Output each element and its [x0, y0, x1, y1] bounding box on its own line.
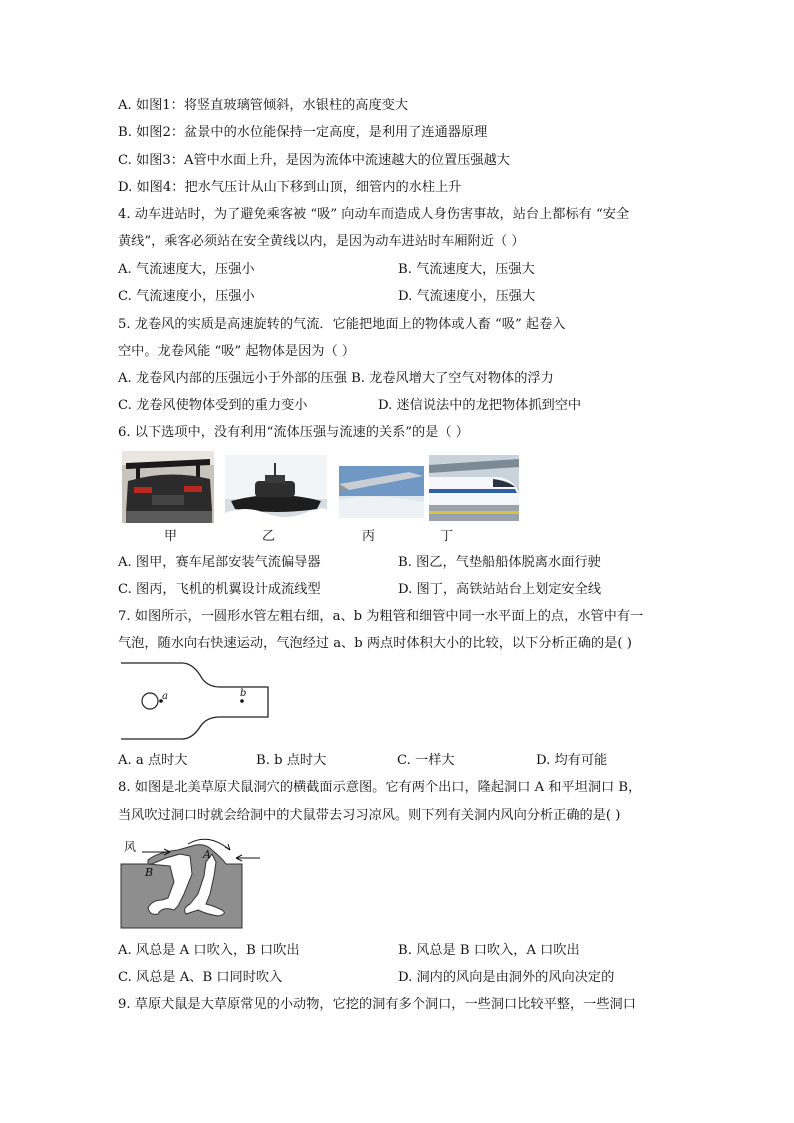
q3-option-b: B. 如图2：盆景中的水位能保持一定高度，是利用了连通器原理 — [118, 125, 488, 140]
q4-option-d: D. 气流速度小，压强大 — [398, 289, 536, 304]
water-pipe-diagram — [120, 661, 272, 741]
q4-option-b: B. 气流速度大，压强大 — [398, 262, 535, 277]
q3-option-c: C. 如图3：A管中水面上升，是因为流体中流速越大的位置压强越大 — [118, 153, 510, 168]
q7-stem-line1: 7. 如图所示，一圆形水管左粗右细，a、b 为粗管和细管中同一水平面上的点，水管中有一 — [118, 609, 644, 624]
q4-stem-line1: 4. 动车进站时，为了避免乘客被 “吸” 向动车而造成人身伤害事故，站台上都标有 “安全 — [118, 207, 630, 222]
high-speed-train-photo — [429, 455, 519, 521]
q5-option-c: C. 龙卷风使物体受到的重力变小 — [118, 398, 308, 413]
hovercraft-photo — [225, 455, 327, 521]
q4-stem-line2: 黄线”，乘客必须站在安全黄线以内，是因为动车进站时车厢附近（ ） — [118, 234, 525, 249]
q7-option-c: C. 一样大 — [397, 753, 455, 768]
q7-option-a: A. a 点时大 — [118, 753, 188, 768]
q8-option-b: B. 风总是 B 口吹入，A 口吹出 — [398, 943, 580, 958]
point-a-label: a — [162, 691, 168, 702]
q7-stem-line2: 气泡，随水向右快速运动，气泡经过 a、b 两点时体积大小的比较，以下分析正确的是( ) — [118, 636, 632, 651]
q9-stem-line1: 9. 草原犬鼠是大草原常见的小动物，它挖的洞有多个洞口，一些洞口比较平整，一些洞口 — [118, 997, 636, 1012]
caption-bing: 丙 — [362, 529, 376, 544]
exit-a-label: A — [203, 848, 211, 861]
q5-option-ab: A. 龙卷风内部的压强远小于外部的压强 B. 龙卷风增大了空气对物体的浮力 — [118, 371, 554, 386]
airplane-wing-photo — [339, 466, 424, 518]
prairie-dog-burrow-diagram — [118, 834, 268, 930]
q3-option-a: A. 如图1：将竖直玻璃管倾斜，水银柱的高度变大 — [118, 98, 409, 113]
q6-option-c: C. 图丙，飞机的机翼设计成流线型 — [118, 582, 321, 597]
caption-jia: 甲 — [164, 529, 178, 544]
q8-stem-line1: 8. 如图是北美草原犬鼠洞穴的横截面示意图。它有两个出口，隆起洞口 A 和平坦洞口 B， — [118, 780, 642, 795]
q5-stem-line1: 5. 龙卷风的实质是高速旋转的气流．它能把地面上的物体或人畜 “吸” 起卷入 — [118, 317, 566, 332]
q8-option-d: D. 洞内的风向是由洞外的风向决定的 — [398, 970, 615, 985]
caption-ding: 丁 — [440, 529, 454, 544]
q6-option-b: B. 图乙，气垫船船体脱离水面行驶 — [398, 555, 601, 570]
point-b-label: b — [240, 688, 247, 699]
q5-option-d: D. 迷信说法中的龙把物体抓到空中 — [378, 398, 582, 413]
q6-stem: 6. 以下选项中，没有利用“流体压强与流速的关系”的是（ ） — [118, 425, 469, 440]
race-car-photo — [122, 451, 214, 523]
q8-option-c: C. 风总是 A、B 口同时吹入 — [118, 970, 283, 985]
q8-stem-line2: 当风吹过洞口时就会给洞中的犬鼠带去习习凉风。则下列有关洞内风向分析正确的是( ) — [118, 808, 621, 823]
q7-option-b: B. b 点时大 — [256, 753, 327, 768]
q7-option-d: D. 均有可能 — [536, 753, 608, 768]
exit-b-label: B — [145, 866, 154, 879]
q4-option-a: A. 气流速度大，压强小 — [118, 262, 255, 277]
wind-label: 风 — [124, 840, 137, 854]
q5-stem-line2: 空中。龙卷风能 “吸” 起物体是因为（ ） — [118, 344, 356, 359]
q6-option-d: D. 图丁，高铁站站台上划定安全线 — [398, 582, 602, 597]
q3-option-d: D. 如图4：把水气压计从山下移到山顶，细管内的水柱上升 — [118, 180, 462, 195]
caption-yi: 乙 — [262, 529, 276, 544]
q6-option-a: A. 图甲，赛车尾部安装气流偏导器 — [118, 555, 321, 570]
q4-option-c: C. 气流速度小，压强小 — [118, 289, 255, 304]
q8-option-a: A. 风总是 A 口吹入，B 口吹出 — [118, 943, 300, 958]
